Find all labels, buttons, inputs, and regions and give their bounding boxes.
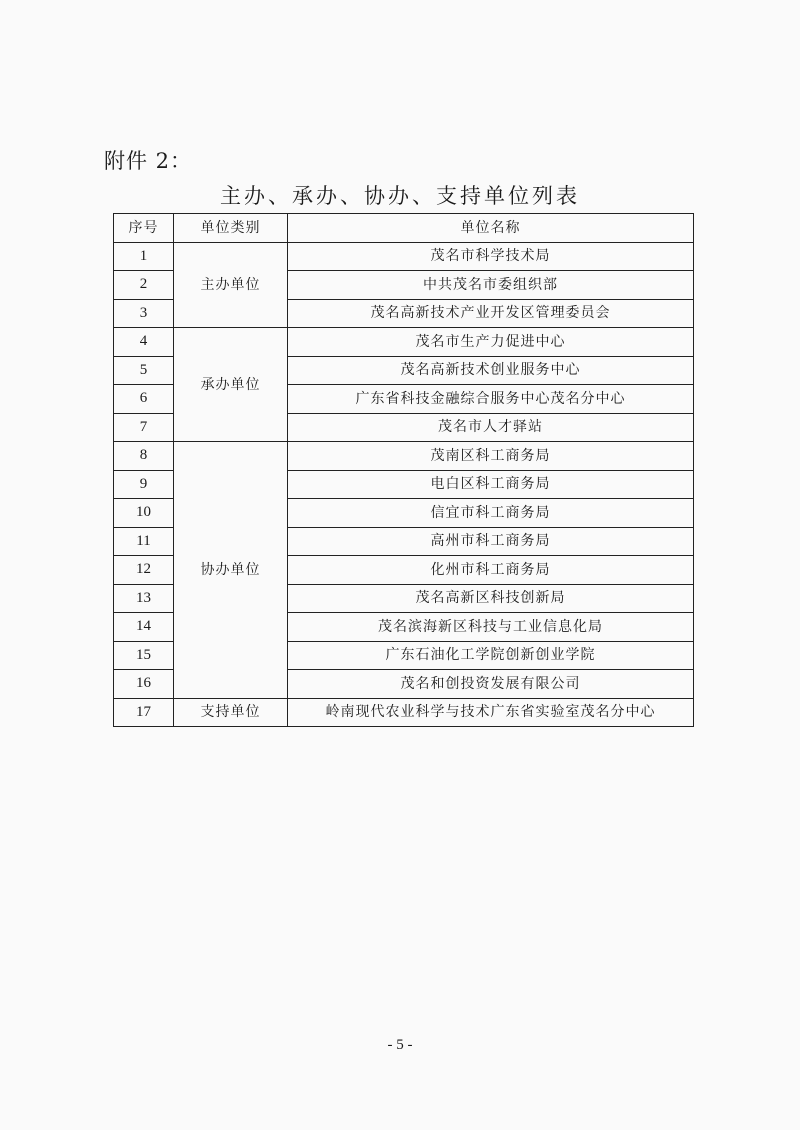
unit-name-cell: 茂名市科学技术局 bbox=[288, 242, 694, 271]
table-row bbox=[114, 442, 694, 471]
serial-number-cell: 16 bbox=[114, 670, 174, 699]
serial-number-cell: 5 bbox=[114, 356, 174, 385]
unit-name-cell: 高州市科工商务局 bbox=[288, 527, 694, 556]
serial-number-cell: 9 bbox=[114, 470, 174, 499]
unit-category-cell: 支持单位 bbox=[174, 698, 288, 727]
unit-name-cell: 茂名市生产力促进中心 bbox=[288, 328, 694, 357]
unit-name-cell: 茂名高新技术创业服务中心 bbox=[288, 356, 694, 385]
table-row bbox=[114, 698, 694, 727]
serial-number-cell: 4 bbox=[114, 328, 174, 357]
unit-name-cell: 中共茂名市委组织部 bbox=[288, 271, 694, 300]
unit-name-cell: 广东石油化工学院创新创业学院 bbox=[288, 641, 694, 670]
header-unit-name: 单位名称 bbox=[288, 214, 694, 243]
table-row bbox=[114, 328, 694, 357]
header-serial-number: 序号 bbox=[114, 214, 174, 243]
unit-name-cell: 茂名高新区科技创新局 bbox=[288, 584, 694, 613]
table-title: 主办、承办、协办、支持单位列表 bbox=[220, 184, 580, 208]
unit-name-cell: 茂名滨海新区科技与工业信息化局 bbox=[288, 613, 694, 642]
unit-name-cell: 化州市科工商务局 bbox=[288, 556, 694, 585]
unit-name-cell: 电白区科工商务局 bbox=[288, 470, 694, 499]
serial-number-cell: 1 bbox=[114, 242, 174, 271]
header-unit-category: 单位类别 bbox=[174, 214, 288, 243]
serial-number-cell: 13 bbox=[114, 584, 174, 613]
unit-name-cell: 茂名高新技术产业开发区管理委员会 bbox=[288, 299, 694, 328]
serial-number-cell: 11 bbox=[114, 527, 174, 556]
table-header-row bbox=[114, 214, 694, 243]
unit-name-cell: 茂南区科工商务局 bbox=[288, 442, 694, 471]
unit-name-cell: 茂名市人才驿站 bbox=[288, 413, 694, 442]
units-table bbox=[113, 213, 694, 727]
serial-number-cell: 12 bbox=[114, 556, 174, 585]
page-number: - 5 - bbox=[387, 1037, 413, 1053]
serial-number-cell: 6 bbox=[114, 385, 174, 414]
serial-number-cell: 8 bbox=[114, 442, 174, 471]
attachment-label: 附件 2： bbox=[104, 149, 193, 173]
unit-name-cell: 广东省科技金融综合服务中心茂名分中心 bbox=[288, 385, 694, 414]
table-row bbox=[114, 242, 694, 271]
serial-number-cell: 10 bbox=[114, 499, 174, 528]
unit-name-cell: 茂名和创投资发展有限公司 bbox=[288, 670, 694, 699]
unit-category-cell: 承办单位 bbox=[174, 328, 288, 442]
table-body bbox=[114, 242, 694, 727]
unit-category-cell: 主办单位 bbox=[174, 242, 288, 328]
unit-category-cell: 协办单位 bbox=[174, 442, 288, 699]
serial-number-cell: 14 bbox=[114, 613, 174, 642]
unit-name-cell: 岭南现代农业科学与技术广东省实验室茂名分中心 bbox=[288, 698, 694, 727]
serial-number-cell: 2 bbox=[114, 271, 174, 300]
serial-number-cell: 7 bbox=[114, 413, 174, 442]
serial-number-cell: 3 bbox=[114, 299, 174, 328]
serial-number-cell: 17 bbox=[114, 698, 174, 727]
serial-number-cell: 15 bbox=[114, 641, 174, 670]
unit-name-cell: 信宜市科工商务局 bbox=[288, 499, 694, 528]
